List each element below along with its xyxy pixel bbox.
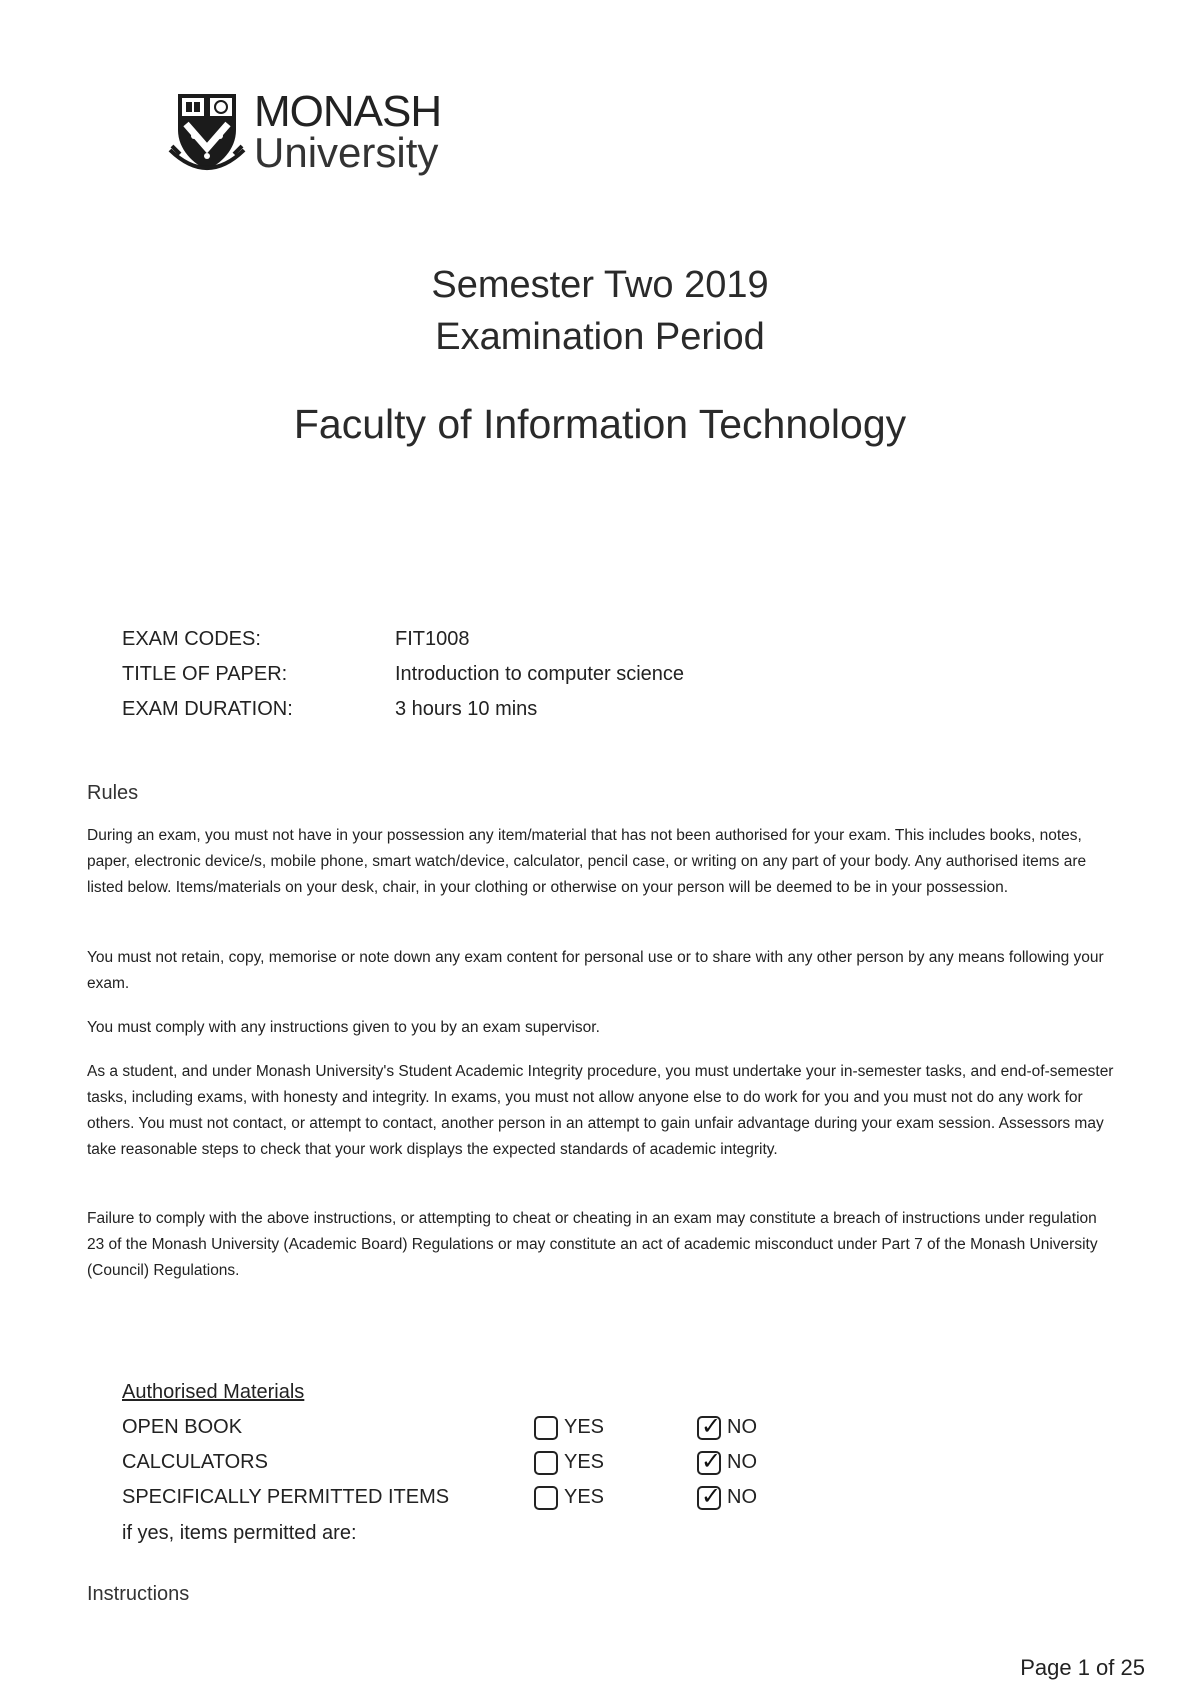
no-option-label: NO — [727, 1486, 757, 1508]
open-book-yes-checkbox[interactable] — [534, 1416, 558, 1440]
authorised-materials-heading: Authorised Materials — [122, 1381, 305, 1403]
logo-word-monash: MONASH — [254, 87, 442, 136]
examination-period-title: Examination Period — [435, 316, 765, 358]
yes-option-label: YES — [564, 1451, 605, 1473]
rules-paragraph: As a student, and under Monash University's Student Academic Integrity procedure, you must undertake your in-semester tasks, and end-of-semester tasks, including exams, with honesty and integrity. In exams, you must not allow anyone else to do work for you and you must not do any work for others. You must not contact, or attempt to contact, another person in an attempt to gain unfair advantage during your exam session. Assessors may take reasonable steps to check that your work displays the expected standards of academic integrity. — [87, 1063, 1114, 1158]
no-option-label: NO — [727, 1451, 757, 1473]
open-book-label: OPEN BOOK — [122, 1416, 243, 1438]
faculty-title: Faculty of Information Technology — [293, 401, 907, 447]
page-number: Page 1 of 25 — [1020, 1655, 1145, 1680]
checkmark-icon: ✓ — [701, 1413, 722, 1440]
rules-paragraph: You must not retain, copy, memorise or note down any exam content for personal use or to share with any other person by any means following your exam. — [87, 949, 1104, 992]
permitted-items-no-checkbox[interactable] — [697, 1483, 722, 1510]
paper-title-value: Introduction to computer science — [395, 663, 685, 685]
exam-codes-label: EXAM CODES: — [122, 628, 261, 650]
rules-heading: Rules — [87, 782, 139, 804]
no-option-label: NO — [727, 1416, 757, 1438]
calculators-label: CALCULATORS — [122, 1451, 268, 1473]
calculators-no-checkbox[interactable] — [697, 1448, 722, 1475]
open-book-no-checkbox[interactable] — [697, 1413, 722, 1440]
permitted-items-label: SPECIFICALLY PERMITTED ITEMS — [122, 1486, 450, 1508]
monash-crest-icon — [168, 90, 246, 174]
exam-duration-value: 3 hours 10 mins — [395, 698, 538, 720]
instructions-heading: Instructions — [87, 1583, 190, 1605]
if-yes-label: if yes, items permitted are: — [122, 1522, 357, 1544]
checkmark-icon: ✓ — [701, 1448, 722, 1475]
calculators-yes-checkbox[interactable] — [534, 1451, 558, 1475]
permitted-items-yes-checkbox[interactable] — [534, 1486, 558, 1510]
monash-logo — [168, 88, 468, 178]
exam-duration-label: EXAM DURATION: — [122, 698, 293, 720]
yes-option-label: YES — [564, 1416, 605, 1438]
yes-option-label: YES — [564, 1486, 605, 1508]
exam-codes-value: FIT1008 — [395, 628, 470, 650]
rules-paragraph: You must comply with any instructions given to you by an exam supervisor. — [87, 1019, 600, 1036]
semester-title: Semester Two 2019 — [431, 264, 769, 306]
rules-paragraph: Failure to comply with the above instructions, or attempting to cheat or cheating in an exam may constitute a breach of instructions under regulation 23 of the Monash University (Academic Board) Regulations or may constitute an act of academic misconduct under Part 7 of the Monash University (Council) Regulations. — [87, 1210, 1098, 1279]
paper-title-label: TITLE OF PAPER: — [122, 663, 288, 685]
logo-word-university: University — [254, 129, 439, 176]
rules-paragraph: During an exam, you must not have in your possession any item/material that has not been authorised for your exam. This includes books, notes, paper, electronic device/s, mobile phone, smart watch/device, calculator, pencil case, or writing on any part of your body. Any authorised items are listed below. Items/materials on your desk, chair, in your clothing or otherwise on your person will be deemed to be in your possession. — [87, 827, 1087, 896]
checkmark-icon: ✓ — [701, 1483, 722, 1510]
